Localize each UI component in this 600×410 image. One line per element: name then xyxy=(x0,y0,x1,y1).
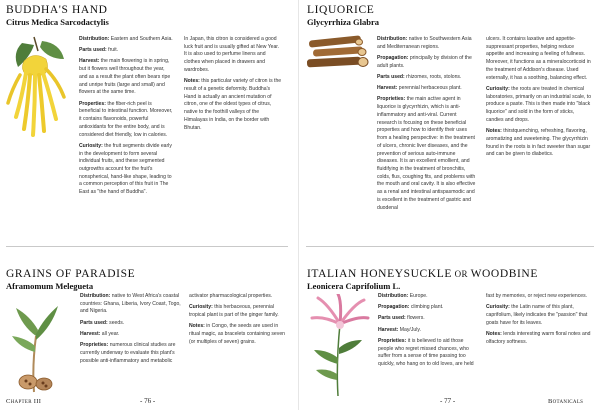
grains-col2-para-0: activator pharmacological properties. xyxy=(189,293,273,299)
entry-scientific-buddha: Citrus Medica Sarcodactylis xyxy=(6,17,109,27)
grains-of-paradise-illustration xyxy=(8,296,66,396)
entry-scientific-liquorice: Glycyrrhiza Glabra xyxy=(307,17,380,27)
liquorice-col1-para-0: Distribution: native to Southwestern Asia and Mediterranean regions. xyxy=(377,36,472,50)
grains-column-1 xyxy=(80,293,182,369)
liquorice-col1-para-3: Harvest: perennial herbaceous plant. xyxy=(377,85,462,92)
honeysuckle-col2-para-1: Curiosity: the Latin name of this plant, caprifolium, likely indicates the "passion" that goats have for its leaves. xyxy=(486,304,588,326)
grains-col1-para-3: Proprieties: numerous clinical studies are currently underway to evaluate this plant's possible anti-inflammatory and metabolic xyxy=(80,342,176,364)
buddha-col1-para-4: Curiosity: the fruit segments divide early in the development to form several individual fruits, and these segmented outgrowths account for the fruit's nonspherical, hand-like shape, leading to a common perception of this fruit in The East as "the hand of Buddha". xyxy=(79,142,172,196)
honeysuckle-col2-para-2: Notes: lends interesting warm floral notes and olfactory softness. xyxy=(486,330,591,345)
page-number-left: - 76 - xyxy=(140,397,156,405)
section-divider-left xyxy=(6,246,288,247)
grains-col1-para-2: Harvest: all year. xyxy=(80,330,120,337)
honeysuckle-column-1 xyxy=(378,293,476,372)
entry-title-grains: GRAINS OF PARADISE xyxy=(6,268,136,280)
buddha-column-2 xyxy=(184,36,282,136)
liquorice-col1-para-2: Parts used: rhizomes, roots, stolons. xyxy=(377,73,462,80)
grains-column-2 xyxy=(189,293,287,350)
honeysuckle-illustration xyxy=(308,294,370,398)
honeysuckle-col1-para-0: Distribution: Europe. xyxy=(378,293,428,299)
grains-col2-para-2: Notes: in Congo, the seeds are used in ritual magic, as bracelets containing seven (or multiples of seven) grains. xyxy=(189,323,285,345)
honeysuckle-column-2 xyxy=(486,293,592,350)
liquorice-col2-para-2: Notes: thirstquenching, refreshing, flavoring, aromatizing and sweetening. The glycyrrhizin found in the roots is in fact sweeter than sugar and can be given to diabetics. xyxy=(486,128,591,158)
footer-section: Botanicals xyxy=(548,398,584,405)
honeysuckle-col1-para-2: Parts used: flowers. xyxy=(378,315,425,322)
liquorice-column-2 xyxy=(486,36,592,163)
liquorice-col2-para-1: Curiosity: the roots are treated in chemical laboratories, primarily on an industrial scale, to produce a paste. This is then made into "black liquorice" and sold in the form of sticks, candies and drops. xyxy=(486,85,592,123)
liquorice-illustration xyxy=(305,32,371,76)
entry-title-honeysuckle: ITALIAN HONEYSUCKLE OR WOODBINE xyxy=(307,268,538,280)
section-divider-right xyxy=(306,246,594,247)
honeysuckle-col1-para-3: Harvest: May/July. xyxy=(378,326,421,333)
grains-col1-para-0: Distribution: native to West Africa's coastal countries: Ghana, Liberia, Ivory Coast, Togo, and Nigeria. xyxy=(80,293,181,315)
buddha-column-1 xyxy=(79,36,173,200)
buddhas-hand-illustration xyxy=(4,33,72,143)
liquorice-col1-para-1: Propagation: principally by division of the adult plants. xyxy=(377,54,472,69)
entry-title-buddha: BUDDHA'S HAND xyxy=(6,4,108,16)
buddha-col1-para-3: Properties: the fiber-rich peel is beneficial to intestinal function. Moreover, it contains flavonoids, powerful antioxidants for the entire body, and is considered diet friendly, low in calories. xyxy=(79,100,173,138)
grains-col1-para-1: Parts used: seeds. xyxy=(80,319,125,326)
entry-scientific-honeysuckle: Leonicera Caprifolium L. xyxy=(307,281,401,291)
liquorice-column-1 xyxy=(377,36,477,216)
buddha-col1-para-2: Harvest: the main flowering is in spring, but it flowers well throughout the year, and as a result the plant often bears ripe and unripe fruits (large and small) and flowers at the same time. xyxy=(79,58,171,96)
buddha-col2-para-0: In Japan, this citron is considered a good luck fruit and is usually gifted at New Year. It is also used to perfume linens and clothes when placed in drawers and wardrobes. xyxy=(184,36,280,73)
buddha-col1-para-0: Distribution: Eastern and Southern Asia. xyxy=(79,36,173,42)
liquorice-col2-para-0: ulcers. It contains laxative and appetite-suppressant properties, helping reduce appetite and increasing a feeling of fullness. Moreover, it functions as a mineralocorticoid in the treatment of Addison's disease. Used externally, it has a soothing, balancing effect. xyxy=(486,36,591,81)
buddha-col1-para-1: Parts used: fruit. xyxy=(79,47,119,54)
honeysuckle-col2-para-0: fast by memories, or reject new experiences. xyxy=(486,293,588,299)
honeysuckle-col1-para-4: Proprieties: it is believed to aid those people who regret missed chances, who suffer from a sense of time passing too quickly, who hang on to old loves, are held xyxy=(378,337,474,368)
liquorice-col1-para-4: Proprieties: the main active agent in liquorice is glycyrrhizin, which is anti-inflammatory and anti-viral. Current research is focusing on these beneficial properties and how to identify their uses from a healing perspective: in the treatment of ulcers, chronic liver diseases, and the prevention of serious auto-immune diseases. It is an excellent emollient, and fluidifying in the treatment of bronchitis, colds, flus, coughing fits, and problems with the mouth and oral cavity. It is also effective as a renal and intestinal antispasmodic and is excellent in the treatment of gastric and duodenal xyxy=(377,96,476,211)
entry-title-liquorice: LIQUORICE xyxy=(307,4,375,16)
page-gutter xyxy=(298,0,299,410)
grains-col2-para-1: Curiosity: this herbaceous, perennial tropical plant is part of the ginger family. xyxy=(189,304,279,318)
buddha-col2-para-1: Notes: this particular variety of citron is the result of a genetic deformity. Buddha's Hand is actually an ancient mutation of citron, one of the oldest types of citrus, native to the foothill valleys of the Himalayas in India, on the border with Bhutan. xyxy=(184,78,282,131)
page-number-right: - 77 - xyxy=(440,397,456,405)
honeysuckle-col1-para-1: Propagation: climbing plant. xyxy=(378,304,444,311)
entry-scientific-grains: Aframomum Melegueta xyxy=(6,281,94,291)
footer-chapter: Chapter III xyxy=(6,398,42,405)
